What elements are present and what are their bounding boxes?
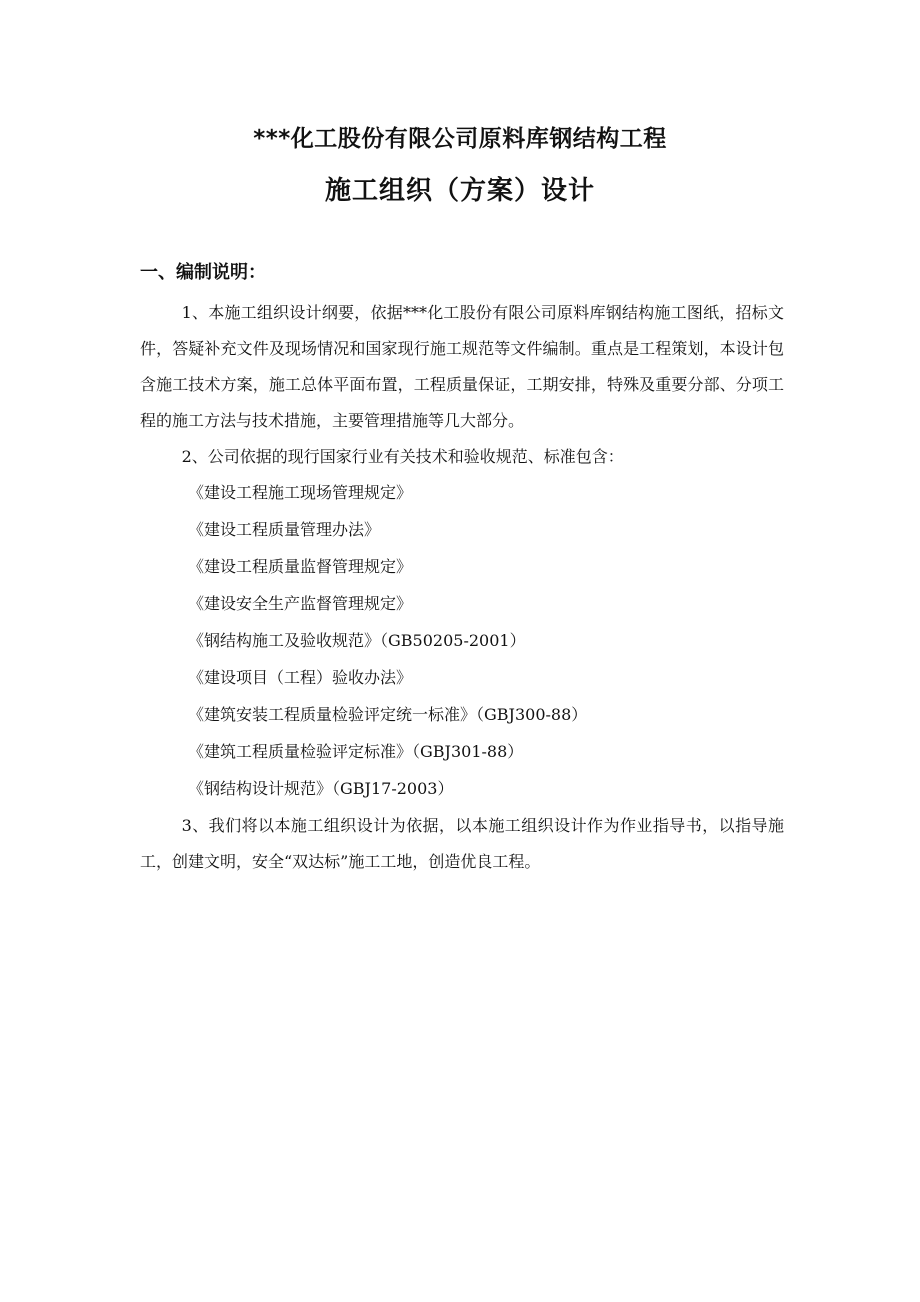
reference-item: 《钢结构设计规范》（GBJ17-2003） bbox=[188, 779, 454, 798]
reference-item: 《建筑安装工程质量检验评定统一标准》（GBJ300-88） bbox=[188, 705, 588, 724]
reference-item: 《建设安全生产监督管理规定》 bbox=[188, 594, 413, 613]
section-body bbox=[140, 295, 784, 880]
document-title-line-1: ***化工股份有限公司原料库钢结构工程 bbox=[253, 126, 667, 152]
reference-item: 《建筑工程质量检验评定标准》（GBJ301-88） bbox=[188, 742, 524, 761]
paragraph-3: 3、我们将以本施工组织设计为依据，以本施工组织设计作为作业指导书，以指导施工，创建文明，安全“双达标”施工工地，创造优良工程。 bbox=[140, 816, 784, 871]
reference-item: 《建设工程质量监督管理规定》 bbox=[188, 557, 413, 576]
section-heading-compilation-notes: 一、编制说明： bbox=[140, 262, 266, 283]
paragraph-1: 1、本施工组织设计纲要，依据***化工股份有限公司原料库钢结构施工图纸，招标文件，答疑补充文件及现场情况和国家现行施工规范等文件编制。重点是工程策划，本设计包含施工技术方案，施工总体平面布置，工程质量保证，工期安排，特殊及重要分部、分项工程的施工方法与技术措施，主要管理措施等几大部分。 bbox=[140, 303, 784, 430]
document-title-line-2: 施工组织（方案）设计 bbox=[324, 176, 595, 206]
reference-item: 《建设工程施工现场管理规定》 bbox=[188, 483, 413, 502]
reference-item: 《钢结构施工及验收规范》（GB50205-2001） bbox=[188, 631, 526, 650]
reference-list bbox=[140, 475, 784, 808]
reference-item: 《建设工程质量管理办法》 bbox=[188, 520, 381, 539]
paragraph-2: 2、公司依据的现行国家行业有关技术和验收规范、标准包含： bbox=[181, 447, 624, 466]
reference-item: 《建设项目（工程）验收办法》 bbox=[188, 668, 413, 687]
